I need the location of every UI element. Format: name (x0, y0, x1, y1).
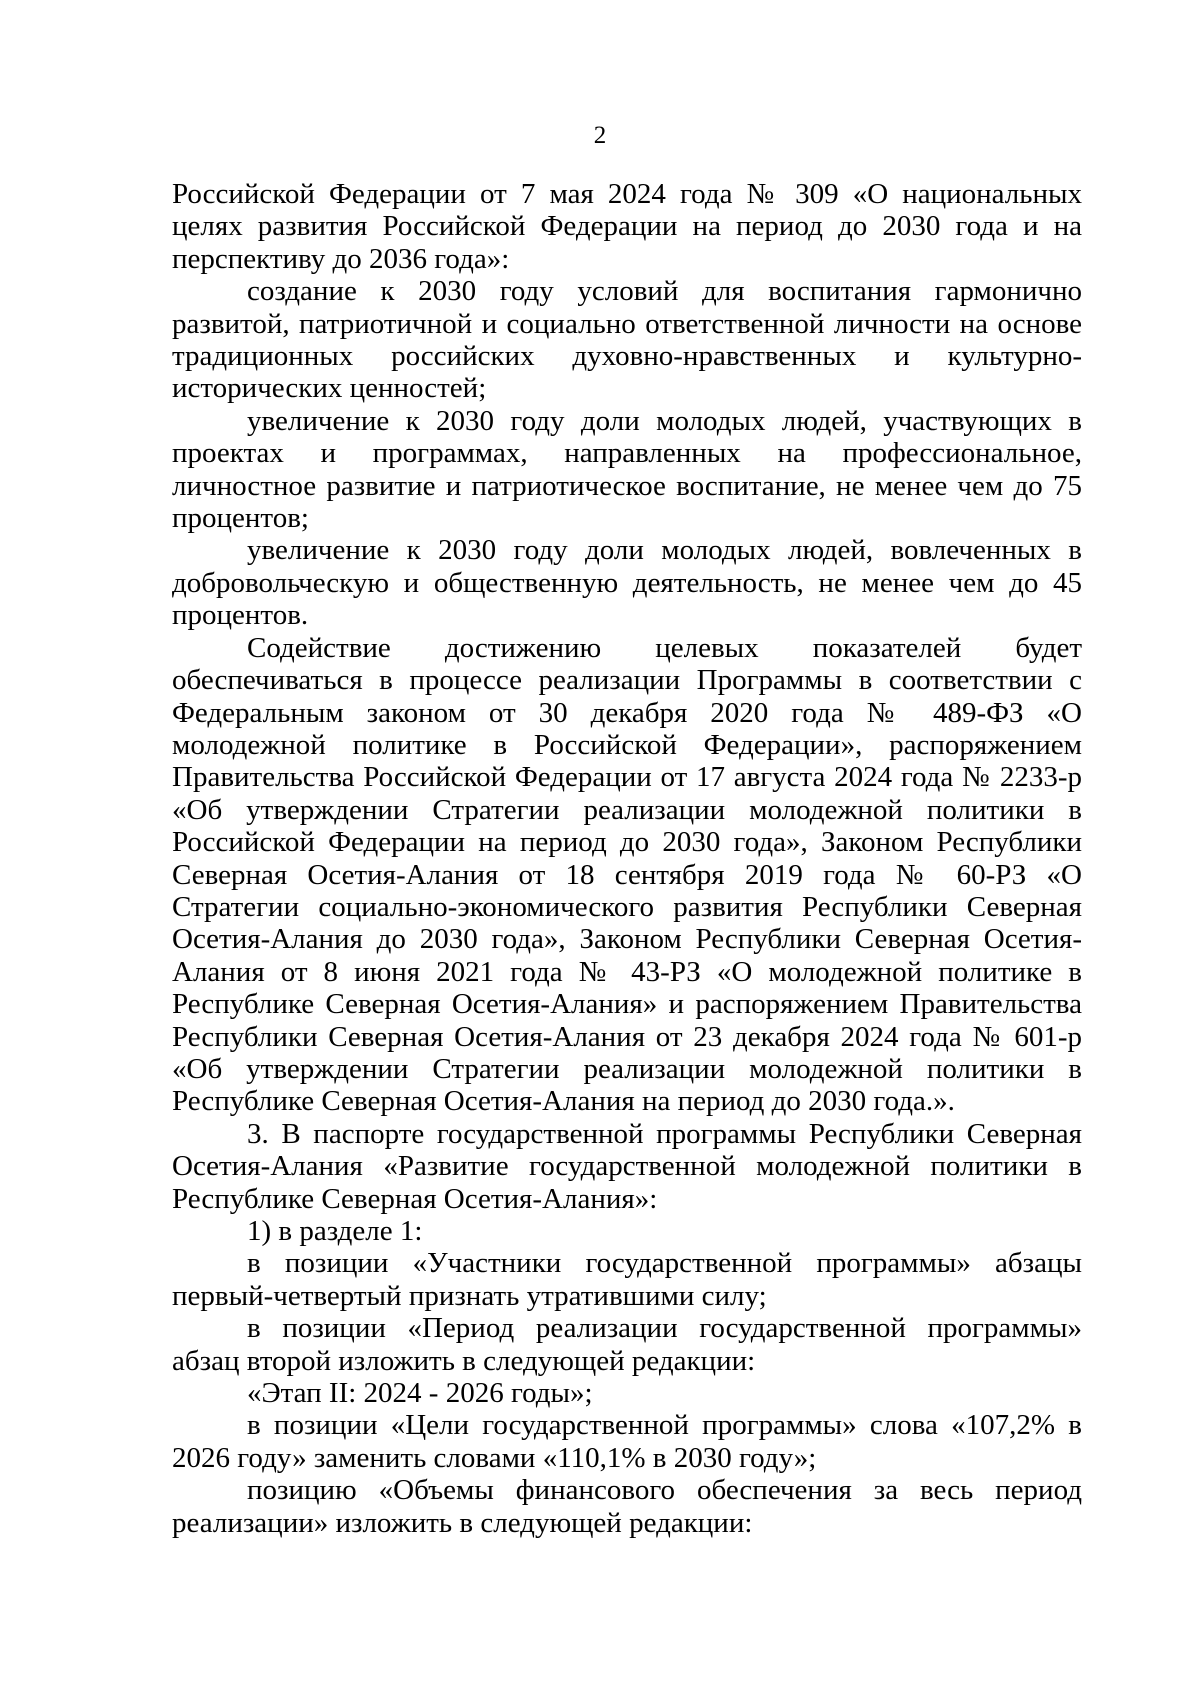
paragraph: увеличение к 2030 году доли молодых людей, участвующих в проектах и программах, направленных на профессиональное, личностное развитие и патриотическое воспитание, не менее чем до 75 процентов; (172, 404, 1082, 535)
paragraph: в позиции «Период реализации государственной программы» абзац второй изложить в следующей редакции: (172, 1312, 1082, 1377)
paragraph: «Этап II: 2024 - 2026 годы»; (247, 1377, 593, 1410)
paragraph: Содействие достижению целевых показателей будет обеспечиваться в процессе реализации Программы в соответствии с Федеральным законом от 30 декабря 2020 года № 489-ФЗ «О молодежной политике в Российской Федерации», распоряжением Правительства Российской Федерации от 17 августа 2024 года № 2233-р «Об утверждении Стратегии реализации молодежной политики в Российской Федерации на период до 2030 года», Законом Республики Северная Осетия-Алания от 18 сентября 2019 года № 60-РЗ «О Стратегии социально-экономического развития Республики Северная Осетия-Алания до 2030 года», Законом Республики Северная Осетия-Алания от 8 июня 2021 года № 43-РЗ «О молодежной политике в Республике Северная Осетия-Алания» и распоряжением Правительства Республики Северная Осетия-Алания от 23 декабря 2024 года № 601-р «Об утверждении Стратегии реализации молодежной политики в Республике Северная Осетия-Алания на период до 2030 года.». (172, 631, 1082, 1118)
page-number: 2 (593, 122, 607, 149)
paragraph: в позиции «Участники государственной программы» абзацы первый-четвертый признать утратившими силу; (172, 1247, 1082, 1312)
paragraph: увеличение к 2030 году доли молодых людей, вовлеченных в добровольческую и общественную деятельность, не менее чем до 45 процентов. (172, 534, 1082, 632)
paragraph: создание к 2030 году условий для воспитания гармонично развитой, патриотичной и социально ответственной личности на основе традиционных российских духовно-нравственных и культурно-исторических ценностей; (172, 275, 1082, 405)
paragraph: позицию «Объемы финансового обеспечения за весь период реализации» изложить в следующей редакции: (172, 1474, 1082, 1539)
paragraph: 3. В паспорте государственной программы Республики Северная Осетия-Алания «Развитие государственной молодежной политики в Республике Северная Осетия-Алания»: (172, 1117, 1082, 1215)
document-body (172, 178, 1082, 1539)
paragraph: 1) в разделе 1: (247, 1215, 423, 1247)
paragraph: Российской Федерации от 7 мая 2024 года № 309 «О национальных целях развития Российской Федерации на период до 2030 года и на перспективу до 2036 года»: (172, 178, 1082, 275)
paragraph: в позиции «Цели государственной программы» слова «107,2% в 2026 году» заменить словами «110,1% в 2030 году»; (172, 1409, 1082, 1474)
